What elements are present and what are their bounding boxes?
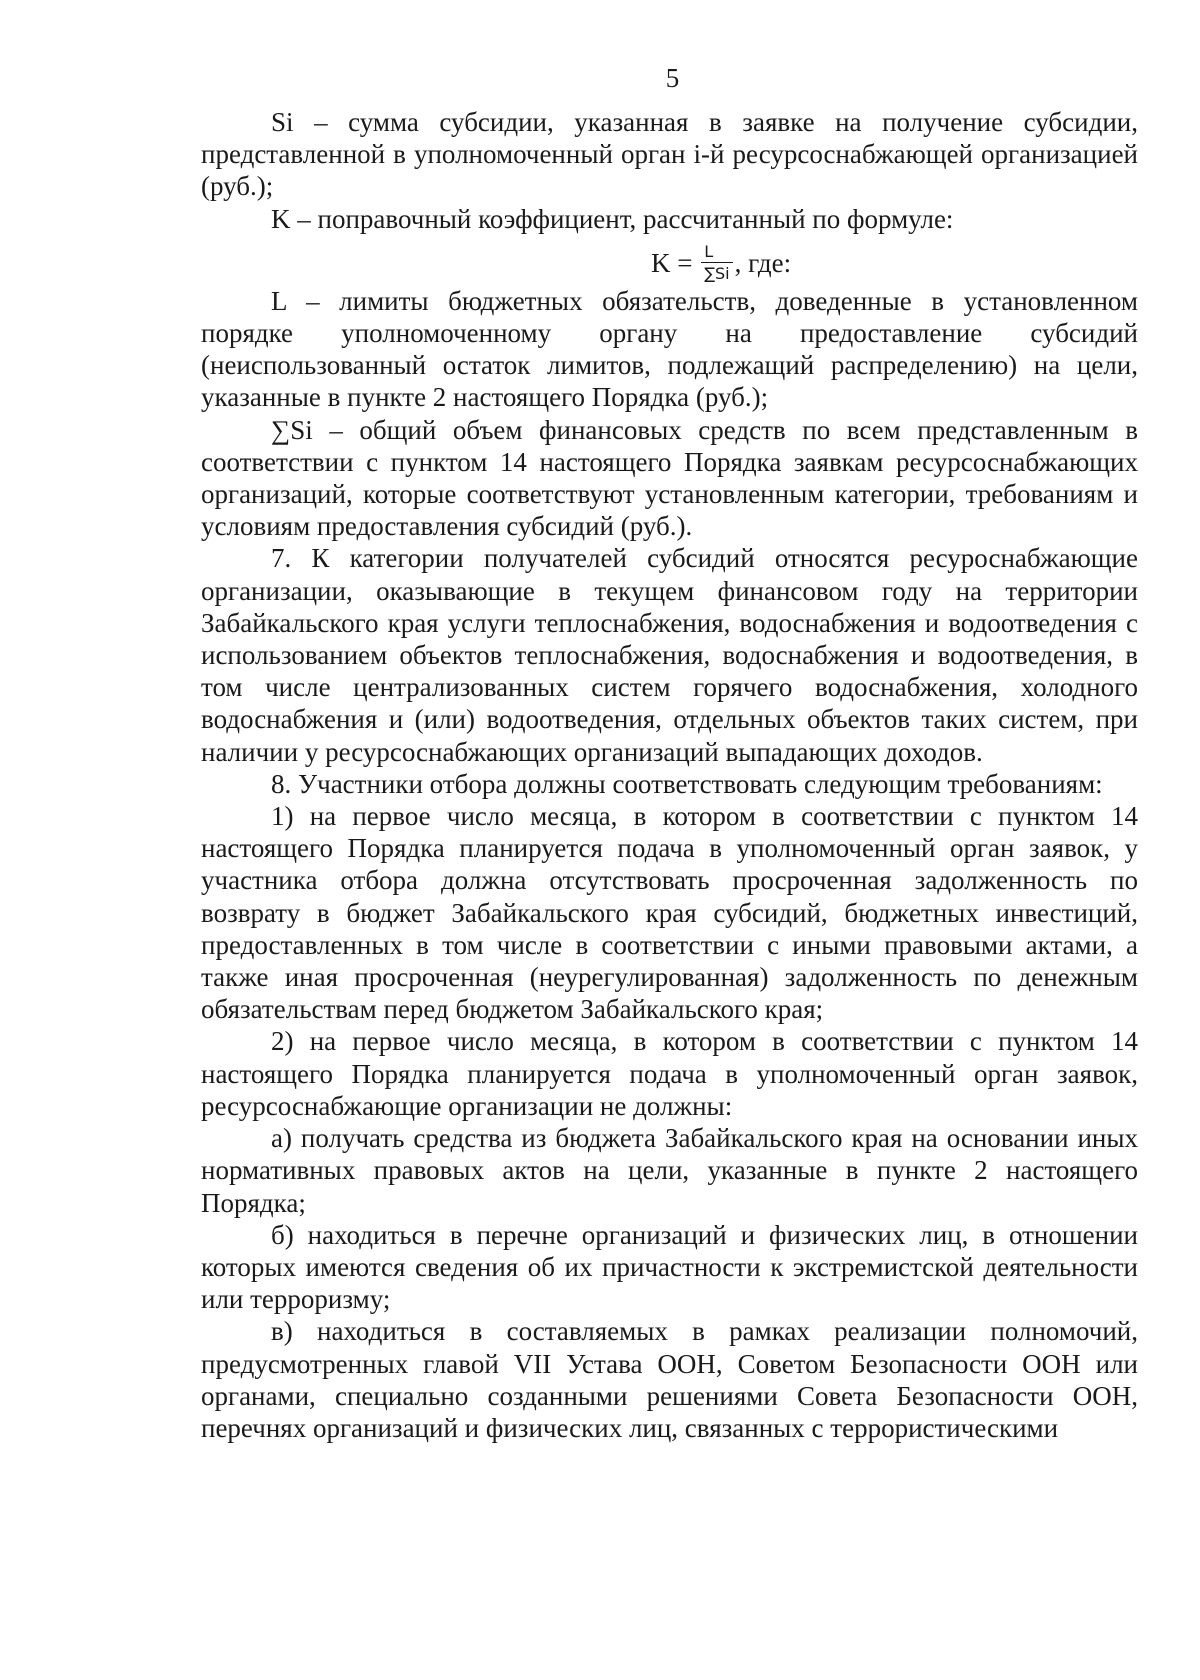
- paragraph-item-8-2-v: в) находиться в составляемых в рамках реализации полномочий, предусмотренных главой VII Устава ООН, Советом Безопасности ООН или органами, специально созданными решениями Совета Безопасности ООН, перечнях организаций и физических лиц, связанных с террористическими: [201, 1316, 1138, 1443]
- formula-numerator: L: [701, 242, 732, 263]
- paragraph-l-definition: L – лимиты бюджетных обязательств, доведенные в установленном порядке уполномоченному органу на предоставление субсидий (неиспользованный остаток лимитов, подлежащий распределению) на цели, указанные в пункте 2 настоящего Порядка (руб.);: [201, 285, 1138, 413]
- paragraph-item-8-2-a: а) получать средства из бюджета Забайкальского края на основании иных нормативных правовых актов на цели, указанные в пункте 2 настоящего Порядка;: [201, 1123, 1138, 1218]
- paragraph-item-7: 7. К категории получателей субсидий относятся ресуроснабжающие организации, оказывающие в текущем финансовом году на территории Забайкальского края услуги теплоснабжения, водоснабжения и водоотведения с использованием объектов теплоснабжения, водоснабжения и водоотведения, в том числе централизованных систем горячего водоснабжения, холодного водоснабжения и (или) водоотведения, отдельных объектов таких систем, при наличии у ресурсоснабжающих организаций выпадающих доходов.: [201, 543, 1138, 767]
- paragraph-item-8: 8. Участники отбора должны соответствовать следующим требованиям:: [271, 768, 1103, 799]
- paragraph-sum-si-definition: ∑Si – общий объем финансовых средств по всем представленным в соответствии с пунктом 14 настоящего Порядка заявкам ресурсоснабжающих организаций, которые соответствуют установленным категории, требованиям и условиям предоставления субсидий (руб.).: [201, 414, 1138, 542]
- formula-fraction: [701, 242, 732, 283]
- formula-denominator: ∑Si: [704, 264, 730, 284]
- paragraph-si-definition: Si – сумма субсидии, указанная в заявке на получение субсидии, представленной в уполномоченный орган i-й ресурсоснабжающей организацией (руб.);: [201, 107, 1138, 202]
- paragraph-item-8-1: 1) на первое число месяца, в котором в соответствии с пунктом 14 настоящего Порядка планируется подача в уполномоченный орган заявок, у участника отбора должна отсутствовать просроченная задолженность по возврату в бюджет Забайкальского края субсидий, бюджетных инвестиций, предоставленных в том числе в соответствии с иными правовыми актами, а также иная просроченная (неурегулированная) задолженность по денежным обязательствам перед бюджетом Забайкальского края;: [201, 801, 1138, 1025]
- formula-tail: , где:: [734, 247, 792, 278]
- formula-lhs: K: [651, 247, 671, 278]
- coefficient-formula: [201, 235, 1138, 285]
- document-body: [201, 106, 1138, 1444]
- paragraph-k-definition: K – поправочный коэффициент, рассчитанный по формуле:: [271, 203, 954, 234]
- paragraph-item-8-2-b: б) находиться в перечне организаций и физических лиц, в отношении которых имеются сведения об их причастности к экстремистской деятельности или терроризму;: [201, 1219, 1138, 1315]
- page-number: 5: [665, 63, 680, 93]
- formula-equals-sign: =: [677, 247, 693, 278]
- paragraph-item-8-2: 2) на первое число месяца, в котором в соответствии с пунктом 14 настоящего Порядка планируется подача в уполномоченный орган заявок, ресурсоснабжающие организации не должны:: [201, 1026, 1138, 1121]
